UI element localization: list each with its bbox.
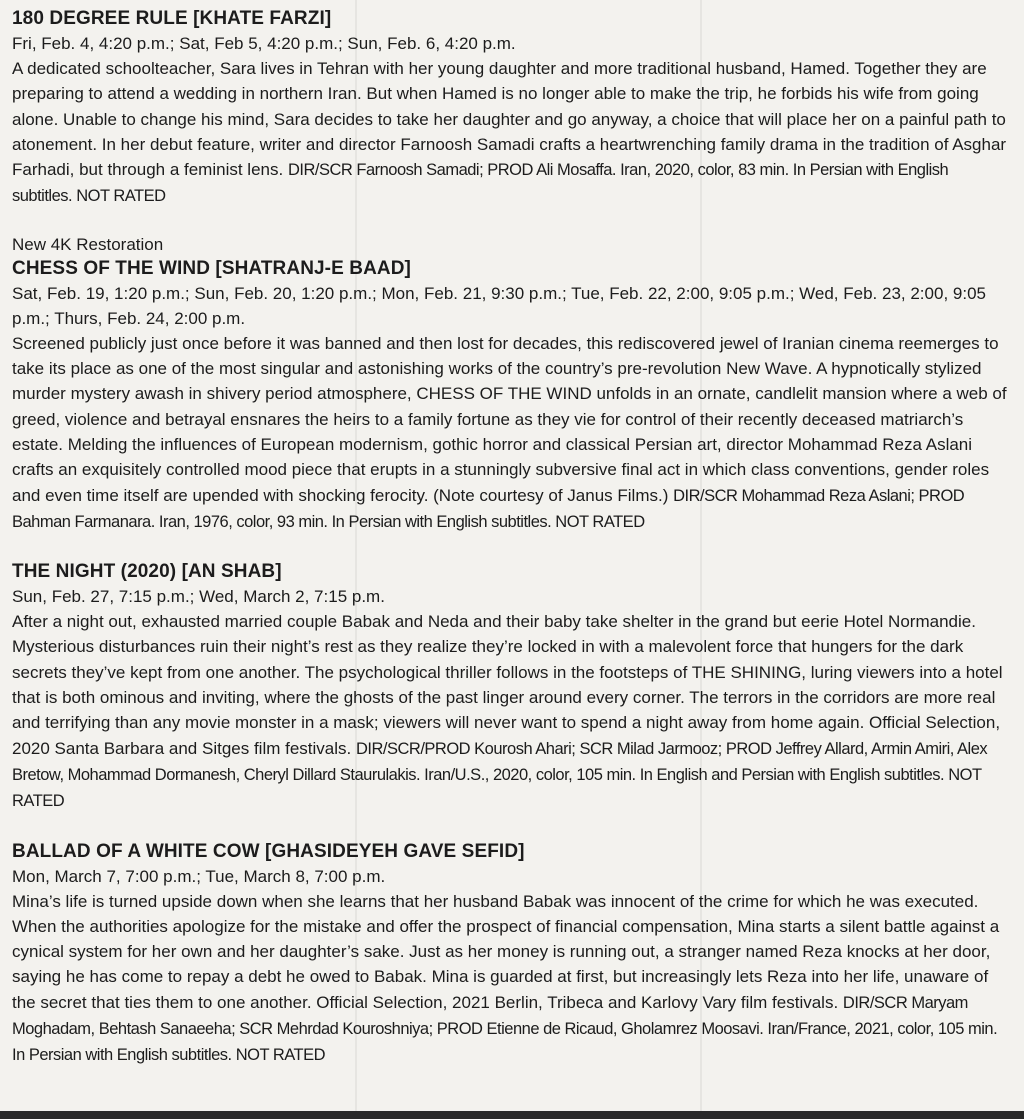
film-description: [12, 331, 1012, 535]
film-entry: [12, 839, 1012, 1069]
film-entry: [12, 6, 1012, 210]
film-synopsis: Screened publicly just once before it was banned and then lost for decades, this rediscovered jewel of Iranian cinema reemerges to take its place as one of the most singular and astonishing works of the country’s pre-revolution New Wave. A hypnotically stylized murder mystery awash in shivery period atmosphere, CHESS OF THE WIND unfolds in an ornate, candlelit mansion where a web of greed, violence and betrayal ensnares the heirs to a family fortune as they vie for control of their recently deceased matriarch’s estate. Melding the influences of European modernism, gothic horror and classical Persian art, director Mohammad Reza Aslani crafts an exquisitely controlled mood piece that erupts in a stunningly subversive final act in which class conventions, gender roles and even time itself are upended with shocking ferocity. (Note courtesy of Janus Films.): [12, 333, 1007, 505]
film-title: CHESS OF THE WIND [SHATRANJ-E BAAD]: [12, 257, 411, 279]
film-entry: [12, 234, 1012, 535]
film-credits: DIR/SCR Farnoosh Samadi; PROD Ali Mosaffa. Iran, 2020, color, 83 min. In Persian with English subtitles. NOT RATED: [12, 161, 949, 206]
film-showtimes: Sun, Feb. 27, 7:15 p.m.; Wed, March 2, 7:15 p.m.: [12, 587, 385, 607]
film-synopsis: A dedicated schoolteacher, Sara lives in Tehran with her young daughter and more traditional husband, Hamed. Together they are preparing to attend a wedding in northern Iran. But when Hamed is no longer able to make the trip, he forbids his wife from going alone. Unable to change his mind, Sara decides to take her daughter and go anyway, a choice that will place her on a painful path to atonement. In her debut feature, writer and director Farnoosh Samadi crafts a heartwrenching family drama in the tradition of Asghar Farhadi, but through a feminist lens.: [12, 59, 1007, 180]
film-description: [12, 56, 1012, 210]
film-credits: DIR/SCR/PROD Kourosh Ahari; SCR Milad Jarmooz; PROD Jeffrey Allard, Armin Amiri, Alex Bretow, Mohammad Dormanesh, Cheryl Dillard Staurulakis. Iran/U.S., 2020, color, 105 min. In English and Persian with English subtitles. NOT RATED: [12, 739, 988, 811]
film-synopsis: Mina’s life is turned upside down when she learns that her husband Babak was innocent of the crime for which he was executed. When the authorities apologize for the mistake and offer the prospect of financial compensation, Mina starts a silent battle against a cynical system for her own and her daughter’s sake. Just as her money is running out, a stranger named Reza knocks at her door, saying he has come to repay a debt he owed to Babak. Mina is guarded at first, but increasingly lets Reza into her life, unaware of the secret that ties them to one another. Official Selection, 2021 Berlin, Tribeca and Karlovy Vary film festivals.: [12, 891, 1000, 1012]
page-bottom-rule: [0, 1111, 1024, 1119]
film-showtimes: Sat, Feb. 19, 1:20 p.m.; Sun, Feb. 20, 1:20 p.m.; Mon, Feb. 21, 9:30 p.m.; Tue, Feb. 22, 2:00, 9:05 p.m.; Wed, Feb. 23, 2:00, 9:05 p.m.; Thurs, Feb. 24, 2:00 p.m.: [12, 283, 986, 328]
film-description: [12, 889, 1012, 1069]
film-description: [12, 609, 1012, 814]
film-title: 180 DEGREE RULE [KHATE FARZI]: [12, 8, 332, 29]
film-showtimes: Mon, March 7, 7:00 p.m.; Tue, March 8, 7:00 p.m.: [12, 866, 386, 886]
film-listing: [12, 6, 1012, 1069]
restoration-note: New 4K Restoration: [12, 234, 164, 254]
film-title: THE NIGHT (2020) [AN SHAB]: [12, 561, 282, 583]
film-credits: DIR/SCR Mohammad Reza Aslani; PROD Bahman Farmanara. Iran, 1976, color, 93 min. In Persian with English subtitles. NOT RATED: [12, 486, 965, 531]
film-showtimes: Fri, Feb. 4, 4:20 p.m.; Sat, Feb 5, 4:20 p.m.; Sun, Feb. 6, 4:20 p.m.: [12, 34, 516, 53]
film-title: BALLAD OF A WHITE COW [GHASIDEYEH GAVE SEFID]: [12, 840, 525, 862]
film-entry: [12, 559, 1012, 814]
film-credits: DIR/SCR Maryam Moghadam, Behtash Sanaeeha; SCR Mehrdad Kouroshniya; PROD Etienne de Ricaud, Gholamrez Moosavi. Iran/France, 2021, color, 105 min. In Persian with English subtitles. NOT RATED: [12, 993, 998, 1065]
film-synopsis: After a night out, exhausted married couple Babak and Neda and their baby take shelter in the grand but eerie Hotel Normandie. Mysterious disturbances ruin their night’s rest as they realize they’re locked in with a malevolent force that hungers for the dark secrets they’ve kept from one another. The psychological thriller follows in the footsteps of THE SHINING, luring viewers into a hotel that is both ominous and inviting, where the ghosts of the past linger around every corner. The terrors in the corridors are more real and terrifying than any movie monster in a mask; viewers will never want to spend a night away from home again. Official Selection, 2020 Santa Barbara and Sitges film festivals.: [12, 612, 1003, 758]
